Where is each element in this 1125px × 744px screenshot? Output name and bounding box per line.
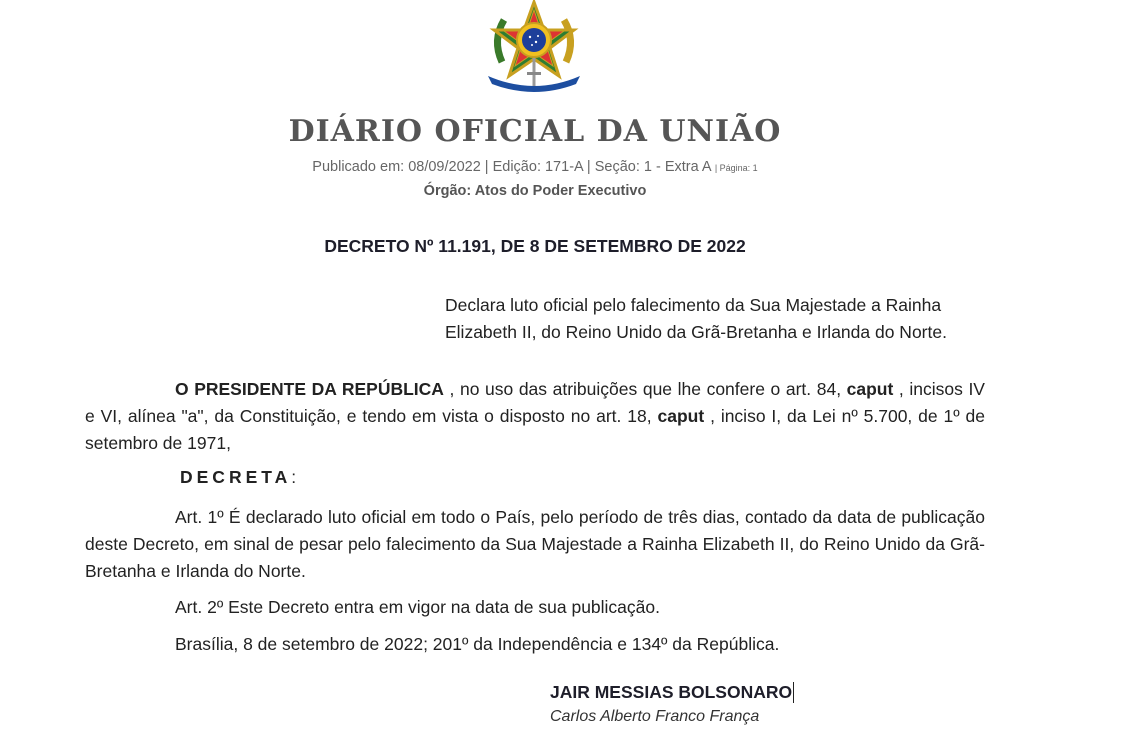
preamble-paragraph — [85, 376, 985, 457]
preamble-subject: O PRESIDENTE DA REPÚBLICA — [175, 379, 444, 399]
publication-details: Publicado em: 08/09/2022 | Edição: 171-A | Seção: 1 - Extra A — [312, 159, 711, 175]
signer-name: JAIR MESSIAS BOLSONARO — [550, 682, 793, 702]
caput-term: caput — [657, 406, 705, 426]
preamble-text-2: , incisos IV e VI, alínea "a", da Constituição, e tendo em vista o disposto no art. 18, — [85, 379, 985, 426]
page-number: | Página: 1 — [714, 163, 758, 173]
decreta-word: DECRETA — [180, 467, 292, 487]
minister-name: Carlos Alberto Franco França — [550, 708, 760, 725]
preamble-text-3: , inciso I, da Lei nº 5.700, de 1º de setembro de 1971, — [85, 406, 985, 453]
closing-date-line: Brasília, 8 de setembro de 2022; 201º da Independência e 134º da República. — [175, 634, 780, 654]
article-2: Art. 2º Este Decreto entra em vigor na data de sua publicação. — [175, 597, 660, 617]
decreta-heading — [180, 467, 296, 488]
publication-info — [0, 159, 1070, 175]
preamble-text-1: , no uso das atribuições que lhe confere o art. 84, — [443, 379, 847, 399]
caput-term: caput — [846, 379, 894, 399]
decreta-colon: : — [291, 467, 297, 487]
article-1: Art. 1º É declarado luto oficial em todo o País, pelo período de três dias, contado da data de publicação deste Decreto, em sinal de pesar pelo falecimento da Sua Majestade a Rainha Elizabeth II, do Reino Unido da Grã-Bretanha e Irlanda do Norte. — [85, 507, 985, 581]
issuing-body: Órgão: Atos do Poder Executivo — [423, 183, 647, 199]
gazette-title: DIÁRIO OFICIAL DA UNIÃO — [288, 114, 782, 149]
decree-summary: Declara luto oficial pelo falecimento da Sua Majestade a Rainha Elizabeth II, do Reino Unido da Grã-Bretanha e Irlanda do Norte. — [445, 295, 947, 342]
brazil-coat-of-arms-icon — [484, 0, 584, 98]
decree-title: DECRETO Nº 11.191, DE 8 DE SETEMBRO DE 2022 — [324, 236, 746, 256]
